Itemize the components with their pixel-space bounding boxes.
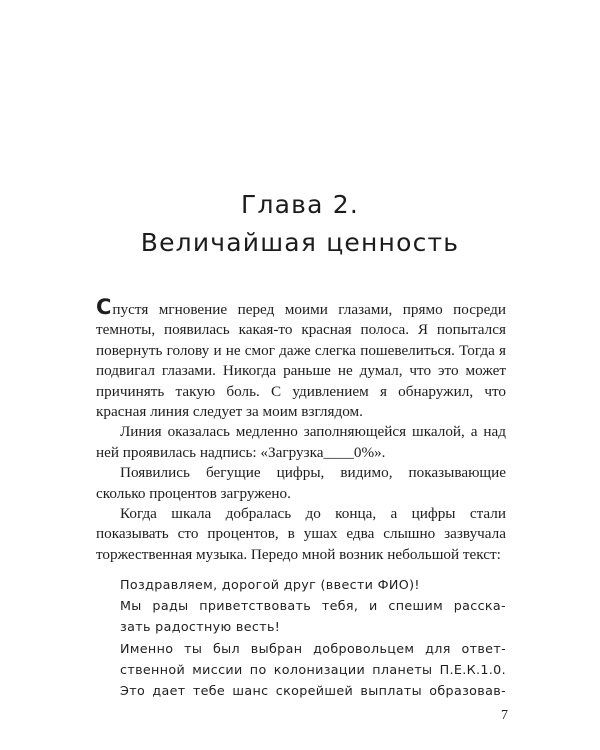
paragraph-text: пустя мгновение перед моими глазами, прямо посреди темноты, появилась какая-то красная полоса. Я попытался повернуть голову и не смог даже слегка пошевелиться. Тогда я подвигал глазами. Никогда раньше не думал, что это может причинять такую боль. С удивлением я обнаружил, что красная линия следует за моим взглядом. <box>96 301 506 421</box>
chapter-title: Величайшая ценность <box>140 228 460 257</box>
chapter-heading <box>0 186 600 262</box>
page-number: 7 <box>501 708 508 723</box>
paragraph: Появились бегущие цифры, видимо, показывающие сколько процентов загружено. <box>96 464 506 502</box>
message-line: зать радостную весть! <box>120 619 281 635</box>
paragraph: Линия оказалась медленно заполняющейся шкалой, а над ней проявилась надпись: «Загрузка____0%». <box>96 423 506 461</box>
message-line: Поздравляем, дорогой друг (ввести ФИО)! <box>120 577 420 592</box>
body-text <box>96 297 506 565</box>
chapter-number: Глава 2. <box>241 190 359 219</box>
drop-cap: С <box>96 295 112 319</box>
message-line: Это дает тебе шанс скорейшей выплаты образовав- <box>120 683 506 699</box>
paragraph <box>96 297 506 422</box>
message-line: ственной миссии по колонизации планеты П.Е.К.1.0. <box>120 661 506 677</box>
message-line: Именно ты был выбран добровольцем для ответ- <box>120 640 506 656</box>
system-message <box>120 574 506 701</box>
paragraph: Когда шкала добралась до конца, а цифры стали показывать сто процентов, в ушах едва слышно зазвучала торжественная музыка. Передо мной возник небольшой текст: <box>96 505 506 563</box>
message-line: Мы рады приветствовать тебя, и спешим расска- <box>120 598 506 614</box>
